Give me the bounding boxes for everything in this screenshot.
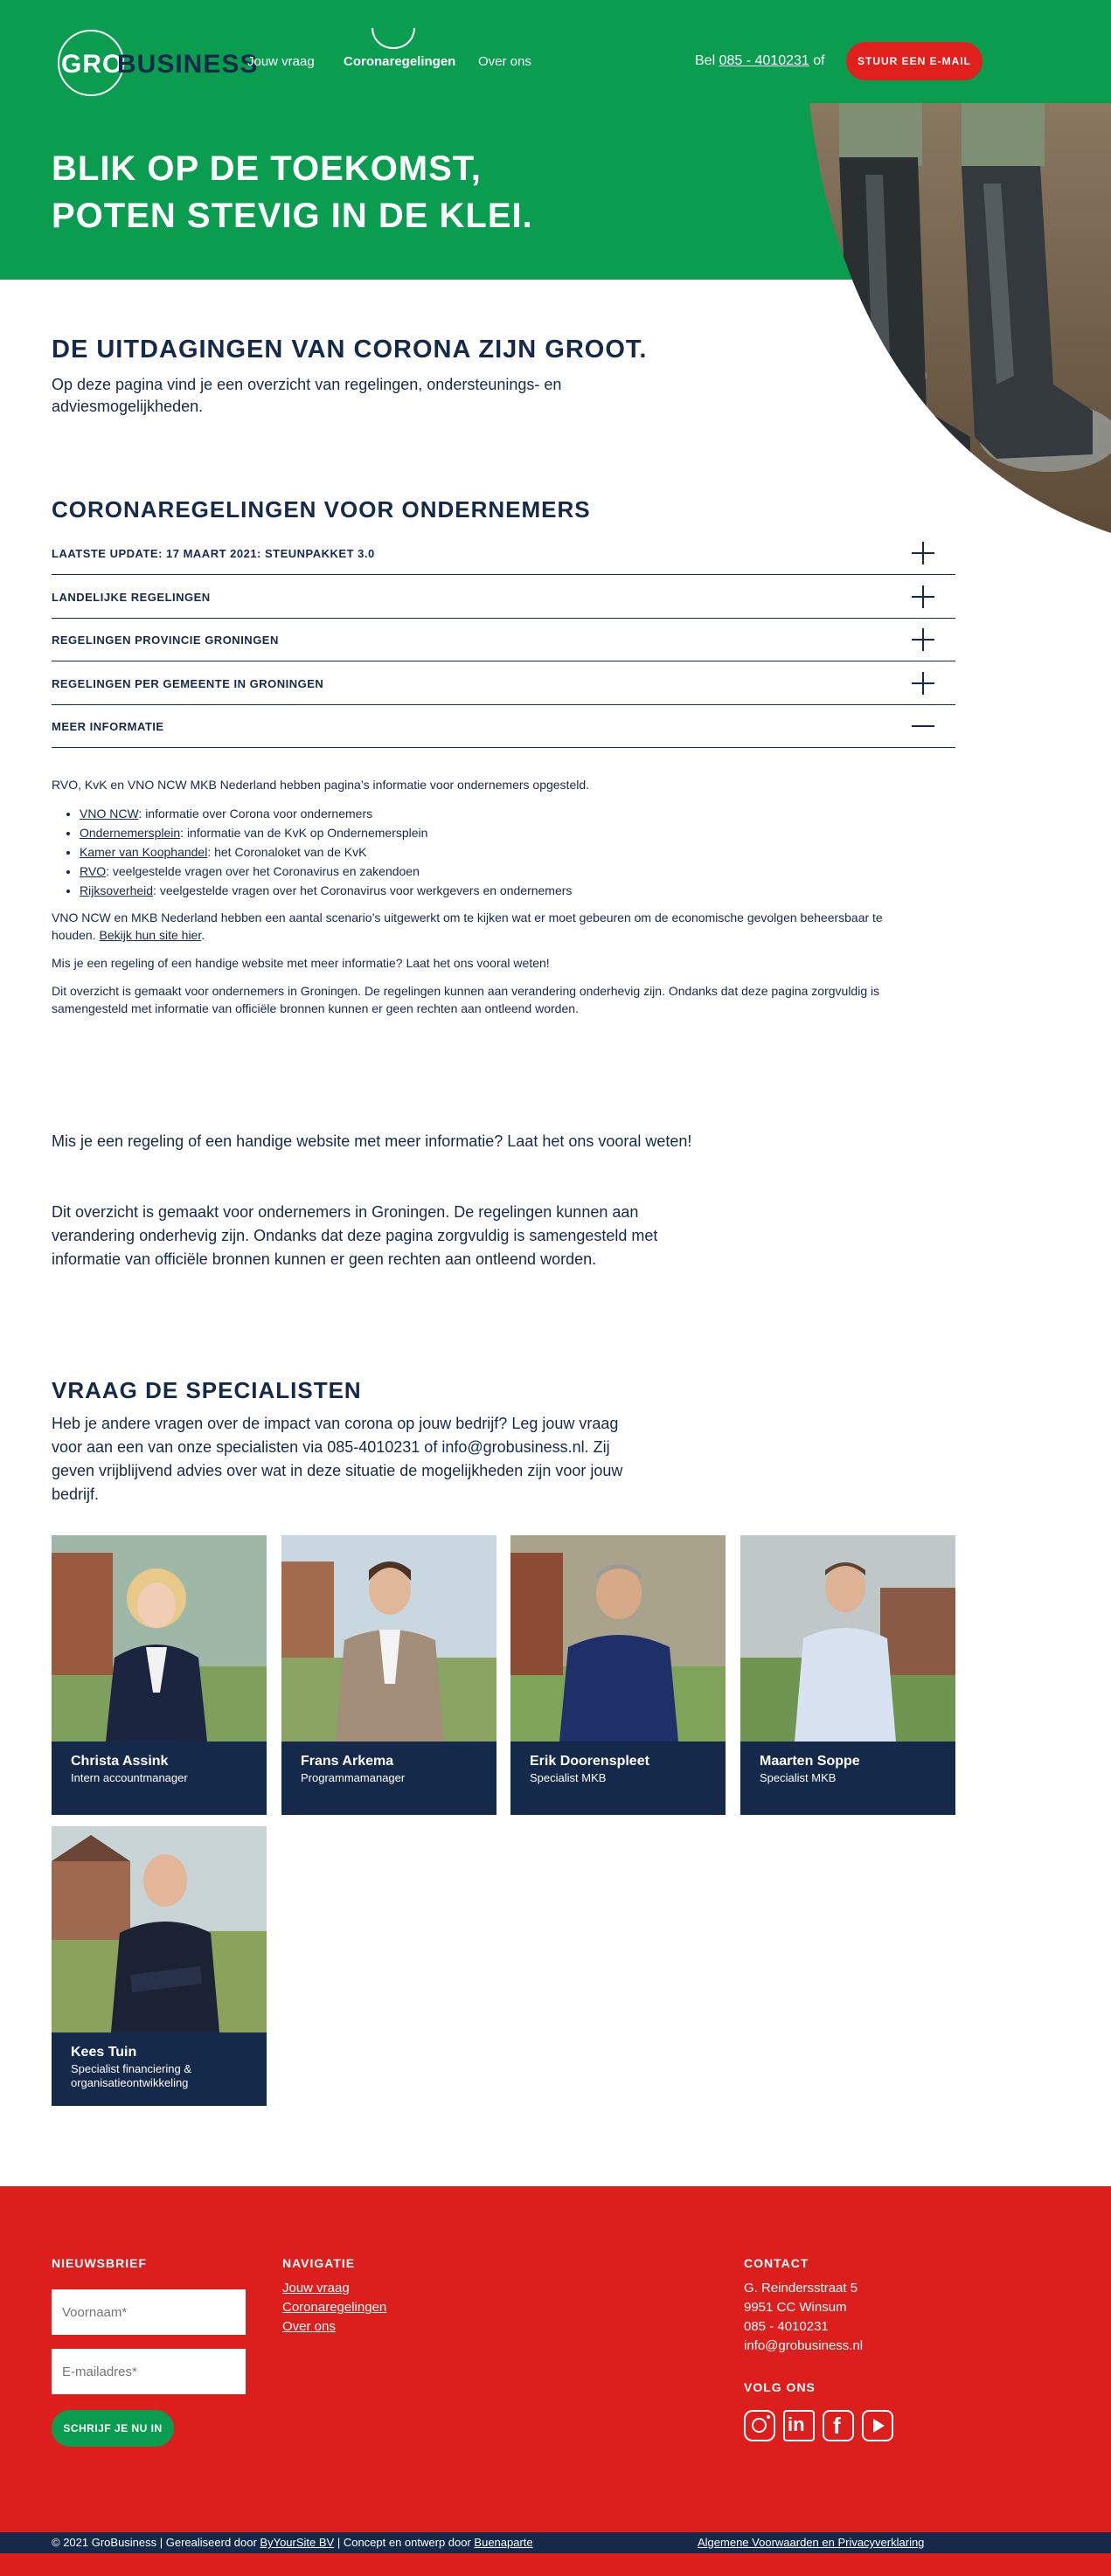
- link-vno-ncw[interactable]: VNO NCW: [80, 807, 139, 821]
- facebook-icon[interactable]: f: [823, 2410, 854, 2441]
- info-intro: RVO, KvK en VNO NCW MKB Nederland hebben pagina’s informatie voor ondernemers opgesteld.: [52, 778, 590, 792]
- disclaimer-text: Dit overzicht is gemaakt voor ondernemers in Groningen. De regelingen kunnen aan verandering onderhevig zijn. Ondanks dat deze pagina zorgvuldig is samengesteld met informatie van officiële bronnen kunnen er geen rechten aan ontleend worden.: [52, 984, 880, 1015]
- newsletter-title: NIEUWSBRIEF: [52, 2256, 147, 2270]
- follow-title: VOLG ONS: [744, 2380, 816, 2394]
- link-rijksoverheid[interactable]: Rijksoverheid: [80, 883, 154, 897]
- list-item: [80, 823, 926, 842]
- accordion-regelingen-gemeente[interactable]: [52, 661, 955, 705]
- specialist-photo: [281, 1535, 496, 1742]
- list-item: [80, 842, 926, 862]
- specialist-photo: [510, 1535, 726, 1742]
- firstname-input[interactable]: [52, 2289, 246, 2335]
- minus-icon[interactable]: [912, 715, 934, 737]
- accordion-meer-informatie[interactable]: [52, 704, 955, 748]
- accordion-label: LANDELIJKE REGELINGEN: [52, 591, 211, 604]
- header-phone-link[interactable]: 085 - 4010231: [719, 53, 809, 68]
- link-rvo[interactable]: RVO: [80, 864, 107, 878]
- plus-icon[interactable]: [912, 585, 934, 608]
- info-link-list: [80, 804, 926, 900]
- specialist-card-christa-assink[interactable]: [52, 1535, 267, 1815]
- terms-link[interactable]: Algemene Voorwaarden en Privacyverklaring: [698, 2536, 925, 2549]
- specialist-card-frans-arkema[interactable]: [281, 1535, 496, 1815]
- instagram-icon[interactable]: [744, 2410, 775, 2441]
- logo-text-gro: GRO: [61, 50, 124, 79]
- accordion-label: REGELINGEN PROVINCIE GRONINGEN: [52, 634, 279, 647]
- scenario-end: .: [201, 928, 205, 942]
- hero-title: [52, 145, 576, 239]
- accordion-label: MEER INFORMATIE: [52, 720, 164, 733]
- scenario-text: VNO NCW en MKB Nederland hebben een aantal scenario’s uitgewerkt om te kijken wat er moet gebeuren om de economische gevolgen beheersbaar te houden.: [52, 911, 883, 942]
- call-prefix: Bel: [695, 53, 716, 68]
- list-item: [80, 881, 926, 900]
- concept-text: | Concept en ontwerp door: [334, 2536, 475, 2549]
- specialist-name: Kees Tuin: [71, 2045, 137, 2060]
- nav-over-ons[interactable]: Over ons: [478, 54, 531, 69]
- bottom-bar: [0, 2532, 1111, 2553]
- list-item-text: : informatie over Corona voor ondernemers: [138, 807, 373, 821]
- footer-phone-link[interactable]: 085 - 4010231: [744, 2319, 829, 2334]
- accordion-label: REGELINGEN PER GEMEENTE IN GRONINGEN: [52, 677, 324, 690]
- accordion-label: LAATSTE UPDATE: 17 MAART 2021: STEUNPAKKET 3.0: [52, 547, 375, 560]
- specialist-photo: [52, 1826, 267, 2032]
- linkedin-icon[interactable]: in: [783, 2410, 815, 2441]
- grobusiness-logo[interactable]: [58, 30, 259, 96]
- regelingen-title: CORONAREGELINGEN VOOR ONDERNEMERS: [52, 496, 591, 523]
- footer-link-jouw-vraag[interactable]: Jouw vraag: [282, 2281, 350, 2296]
- link-ondernemersplein[interactable]: Ondernemersplein: [80, 826, 181, 840]
- accordion-landelijke-regelingen[interactable]: [52, 575, 955, 619]
- list-item-text: : veelgestelde vragen over het Coronavirus voor werkgevers en ondernemers: [153, 883, 573, 897]
- hero-title-line2: POTEN STEVIG IN DE KLEI.: [52, 197, 533, 235]
- specialist-name: Christa Assink: [71, 1754, 169, 1769]
- scenario-paragraph: [52, 909, 926, 944]
- lower-missing-text: Mis je een regeling of een handige website met meer informatie? Laat het ons vooral weten!: [52, 1132, 692, 1150]
- meer-informatie-content: [52, 776, 926, 1028]
- intro-title: DE UITDAGINGEN VAN CORONA ZIJN GROOT.: [52, 336, 648, 364]
- footer-link-over-ons[interactable]: Over ons: [282, 2319, 336, 2334]
- byyoursite-link[interactable]: ByYourSite BV: [260, 2536, 335, 2549]
- specialist-card-erik-doorenspleet[interactable]: [510, 1535, 726, 1815]
- list-item-text: : veelgestelde vragen over het Coronavirus en zakendoen: [106, 864, 420, 878]
- nav-jouw-vraag[interactable]: Jouw vraag: [247, 54, 315, 69]
- link-kamer-van-koophandel[interactable]: Kamer van Koophandel: [80, 845, 208, 859]
- email-button[interactable]: STUUR EEN E-MAIL: [846, 42, 983, 80]
- list-item: [80, 804, 926, 823]
- specialist-card-kees-tuin[interactable]: [52, 1826, 267, 2106]
- copyright-line: [52, 2536, 533, 2549]
- specialist-name: Erik Doorenspleet: [530, 1754, 649, 1769]
- copyright-text: © 2021 GroBusiness | Gerealiseerd door: [52, 2536, 260, 2549]
- nav-coronaregelingen[interactable]: Coronaregelingen: [344, 54, 456, 69]
- specialist-role: Programmamanager: [301, 1771, 406, 1784]
- call-suffix: of: [813, 53, 825, 68]
- list-item-text: : het Coronaloket van de KvK: [207, 845, 367, 859]
- youtube-icon[interactable]: [862, 2410, 893, 2441]
- address-line1: G. Reindersstraat 5: [744, 2281, 858, 2296]
- specialist-name: Maarten Soppe: [760, 1754, 860, 1769]
- plus-icon[interactable]: [912, 672, 934, 695]
- plus-icon[interactable]: [912, 542, 934, 564]
- specialist-photo: [740, 1535, 955, 1742]
- intro-text: Op deze pagina vind je een overzicht van regelingen, ondersteunings- en adviesmogelijkheden.: [52, 376, 562, 415]
- specialists-title: VRAAG DE SPECIALISTEN: [52, 1377, 362, 1403]
- specialists-text: Heb je andere vragen over de impact van corona op jouw bedrijf? Leg jouw vraag voor aan een van onze specialisten via 085-4010231 of info@grobusiness.nl. Zij geven vrijblijvend advies over wat in deze situatie de mogelijkheden zijn voor jouw bedrijf.: [52, 1415, 623, 1503]
- lower-disclaimer-text: Dit overzicht is gemaakt voor ondernemers in Groningen. De regelingen kunnen aan verandering onderhevig zijn. Ondanks dat deze pagina zorgvuldig is samengesteld met informatie van officiële bronnen kunnen er geen rechten aan ontleend worden.: [52, 1203, 658, 1268]
- footer-link-coronaregelingen[interactable]: Coronaregelingen: [282, 2300, 387, 2315]
- accordion-laatste-update[interactable]: [52, 531, 955, 575]
- contact-title: CONTACT: [744, 2256, 809, 2270]
- navigation-title: NAVIGATIE: [282, 2256, 356, 2270]
- specialist-role: Intern accountmanager: [71, 1771, 188, 1784]
- list-item: [80, 862, 926, 881]
- email-input[interactable]: [52, 2349, 246, 2394]
- accordion-regelingen-provincie[interactable]: [52, 618, 955, 661]
- specialist-card-maarten-soppe[interactable]: [740, 1535, 955, 1815]
- specialist-role: Specialist MKB: [760, 1771, 837, 1784]
- scenario-link[interactable]: Bekijk hun site hier: [99, 928, 202, 942]
- header-call: [695, 53, 825, 69]
- specialist-role: Specialist financiering & organisatieontwikkeling: [71, 2062, 192, 2089]
- specialist-name: Frans Arkema: [301, 1754, 394, 1769]
- hero-title-line1: BLIK OP DE TOEKOMST,: [52, 149, 482, 188]
- list-item-text: : informatie van de KvK op Ondernemersplein: [180, 826, 428, 840]
- logo-text-business: BUSINESS: [117, 50, 259, 79]
- plus-icon[interactable]: [912, 628, 934, 651]
- subscribe-button[interactable]: SCHRIJF JE NU IN: [52, 2410, 174, 2447]
- buenaparte-link[interactable]: Buenaparte: [474, 2536, 533, 2549]
- footer: [0, 2186, 1111, 2576]
- missing-regeling-text: Mis je een regeling of een handige website met meer informatie? Laat het ons vooral weten!: [52, 956, 550, 970]
- address-line2: 9951 CC Winsum: [744, 2300, 847, 2315]
- specialist-role: Specialist MKB: [530, 1771, 607, 1784]
- specialist-photo: [52, 1535, 267, 1742]
- footer-email-link[interactable]: info@grobusiness.nl: [744, 2338, 864, 2353]
